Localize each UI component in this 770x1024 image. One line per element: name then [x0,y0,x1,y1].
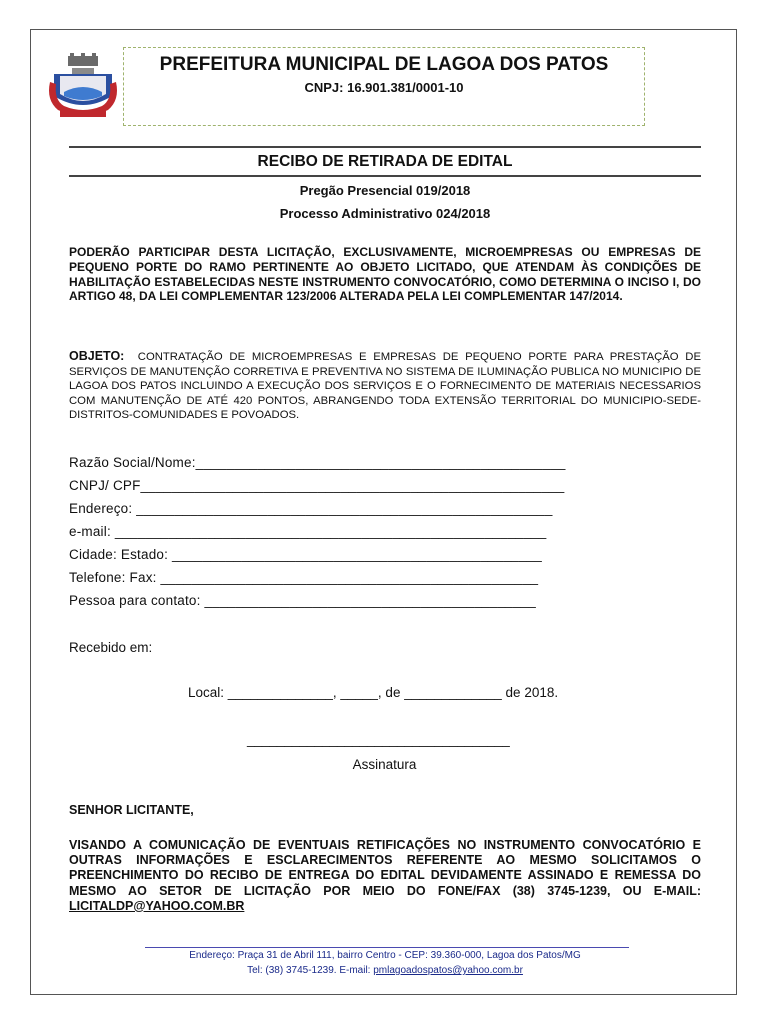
field-endereco[interactable]: Endereço: ______________________________________________________ [69,501,553,516]
document-title: RECIBO DE RETIRADA DE EDITAL [257,153,513,170]
footer-contact [69,965,701,976]
header-box [123,47,645,126]
closing-paragraph [69,838,701,914]
municipality-title: PREFEITURA MUNICIPAL DE LAGOA DOS PATOS [159,54,609,75]
objeto-paragraph [69,349,701,423]
field-cnpj-cpf[interactable]: CNPJ/ CPF_______________________________________________________ [69,478,565,493]
signature-label: Assinatura [352,757,417,772]
footer-address: Endereço: Praça 31 de Abril 111, bairro Centro - CEP: 39.360-000, Lagoa dos Patos/MG [189,950,581,961]
processo-number: Processo Administrativo 024/2018 [279,206,491,221]
licitacao-email-link[interactable]: LICITALDP@YAHOO.COM.BR [69,898,245,913]
participation-notice: PODERÃO PARTICIPAR DESTA LICITAÇÃO, EXCLUSIVAMENTE, MICROEMPRESAS OU EMPRESAS DE PEQUENO PORTE DO RAMO PERTINENTE AO OBJETO LICITADO, QUE ATENDAM ÀS CONDIÇÕES DE HABILITAÇÃO ESTABELECIDAS NESTE INSTRUMENTO CONVOCATÓRIO, COMO DETERMINA O INCISO I, DO ARTIGO 48, DA LEI COMPLEMENTAR 123/2006 ALTERADA PELA LEI COMPLEMENTAR 147/2014. [69,245,701,304]
recebido-label: Recebido em: [69,640,153,655]
coat-of-arms-logo [46,52,120,124]
objeto-text: CONTRATAÇÃO DE MICROEMPRESAS E EMPRESAS DE PEQUENO PORTE PARA PRESTAÇÃO DE SERVIÇOS DE MANUTENÇÃO CORRETIVA E PREVENTIVA NO SISTEMA DE ILUMINAÇÃO PUBLICA NO MUNICIPIO DE LAGOA DOS PATOS INCLUINDO A EXECUÇÃO DOS SERVIÇOS E O FORNECIMENTO DE MATERIAIS NECESSARIOS COM MANUTENÇÃO DE ATÉ 420 PONTOS, ABRANGENDO TODA EXTENSÃO TERRITORIAL DO MUNICIPIO-SEDE-DISTRITOS-COMUNIDADES E POVOADOS. [69,351,702,422]
field-telefone-fax[interactable]: Telefone: Fax: _________________________________________________ [69,570,539,585]
document-page [30,29,737,995]
field-razao-social[interactable]: Razão Social/Nome:________________________________________________ [69,455,566,470]
pregao-number: Pregão Presencial 019/2018 [299,183,471,198]
field-cidade-estado[interactable]: Cidade: Estado: ________________________________________________ [69,547,542,562]
footer-email-link[interactable]: pmlagoadospatos@yahoo.com.br [373,965,523,976]
local-date-line[interactable]: Local: ______________, _____, de _____________ de 2018. [188,685,559,700]
footer-rule [145,947,629,948]
field-email[interactable]: e-mail: ________________________________________________________ [69,524,547,539]
signature-line: ___________________________________ [247,732,510,747]
objeto-label: OBJETO: [69,349,125,363]
title-rule-bottom [69,175,701,177]
footer-tel: Tel: (38) 3745-1239. E-mail: [247,965,371,976]
municipality-cnpj: CNPJ: 16.901.381/0001-10 [304,80,464,95]
closing-text: VISANDO A COMUNICAÇÃO DE EVENTUAIS RETIFICAÇÕES NO INSTRUMENTO CONVOCATÓRIO E OUTRAS INFORMAÇÕES E ESCLARECIMENTOS REFERENTE AO MESMO SOLICITAMOS O PREENCHIMENTO DO RECIBO DE ENTREGA DO EDITAL DEVIDAMENTE ASSINADO E REMESSA DO MESMO AO SETOR DE LICITAÇÃO POR MEIO DO FONE/FAX (38) 3745-1239, OU E-MAIL: [69,838,701,898]
field-pessoa-contato[interactable]: Pessoa para contato: ___________________________________________ [69,593,536,608]
title-rule-top [69,146,701,148]
salutation: SENHOR LICITANTE, [69,803,194,817]
